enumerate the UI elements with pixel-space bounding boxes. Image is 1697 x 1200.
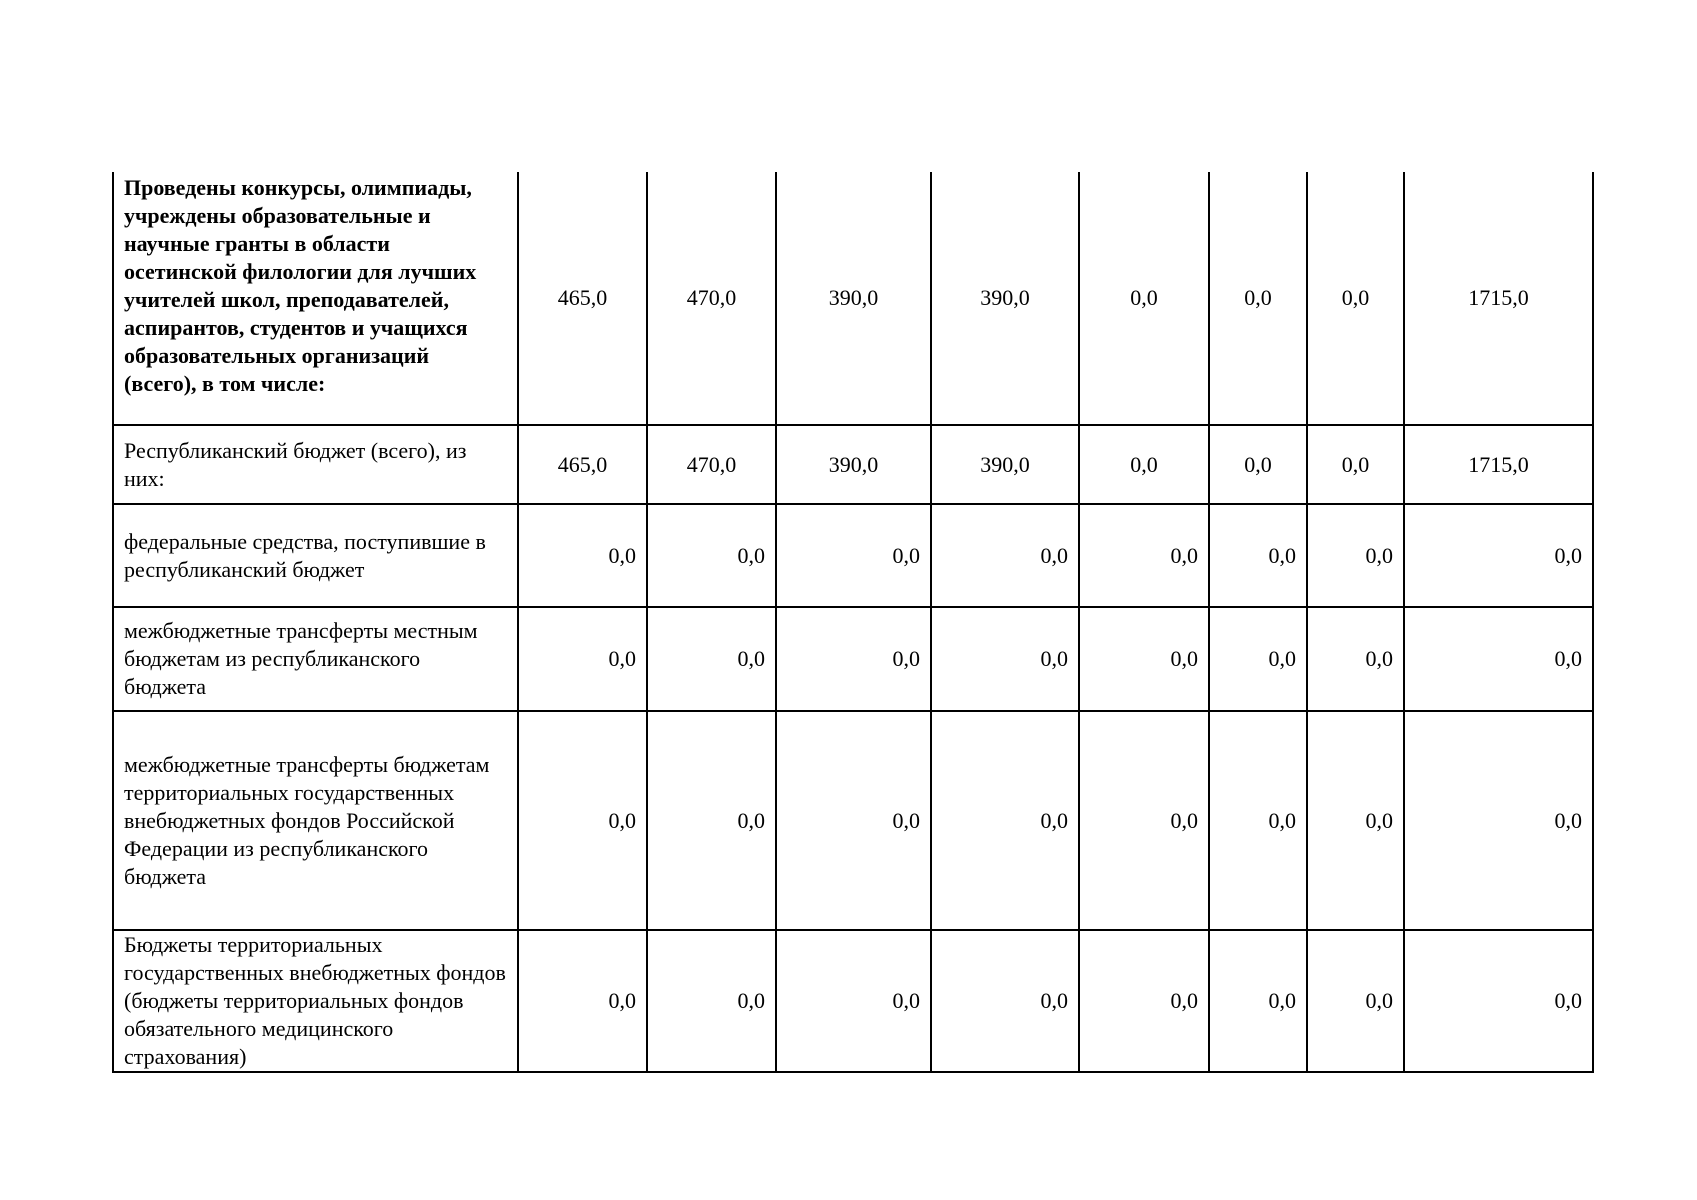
table-row	[113, 607, 1593, 711]
value-cell-2027: 0,0	[1209, 172, 1307, 425]
row-label: Республиканский бюджет (всего), из них:	[113, 425, 518, 504]
row-label: межбюджетные трансферты местным бюджетам из республиканского бюджета	[113, 607, 518, 711]
value-cell-2022: 0,0	[518, 504, 647, 607]
value-cell-2028: 0,0	[1307, 504, 1404, 607]
value-cell-2027: 0,0	[1209, 425, 1307, 504]
table-row	[113, 711, 1593, 930]
value-cell-2025: 390,0	[931, 425, 1079, 504]
value-cell-2025: 0,0	[931, 711, 1079, 930]
value-cell-2025: 0,0	[931, 504, 1079, 607]
table-row	[113, 930, 1593, 1072]
value-cell-2028: 0,0	[1307, 425, 1404, 504]
value-cell-2025: 0,0	[931, 607, 1079, 711]
value-cell-2028: 0,0	[1307, 607, 1404, 711]
value-cell-2022: 465,0	[518, 425, 647, 504]
value-cell-2023: 0,0	[647, 504, 776, 607]
value-cell-2026: 0,0	[1079, 172, 1209, 425]
value-cell-2026: 0,0	[1079, 711, 1209, 930]
value-cell-total: 1715,0	[1404, 172, 1593, 425]
row-label: межбюджетные трансферты бюджетам территориальных государственных внебюджетных фондов Российской Федерации из республиканского бюджета	[113, 711, 518, 930]
value-cell-2023: 470,0	[647, 425, 776, 504]
table-body	[113, 172, 1593, 1072]
row-label: Проведены конкурсы, олимпиады, учреждены образовательные и научные гранты в области осетинской филологии для лучших учителей школ, преподавателей, аспирантов, студентов и учащихся образовательных организаций (всего), в том числе:	[113, 172, 518, 425]
value-cell-2023: 0,0	[647, 711, 776, 930]
value-cell-total: 1715,0	[1404, 425, 1593, 504]
value-cell-2024: 0,0	[776, 607, 931, 711]
value-cell-2027: 0,0	[1209, 930, 1307, 1072]
value-cell-2023: 470,0	[647, 172, 776, 425]
value-cell-2026: 0,0	[1079, 930, 1209, 1072]
value-cell-2027: 0,0	[1209, 607, 1307, 711]
value-cell-2025: 390,0	[931, 172, 1079, 425]
value-cell-total: 0,0	[1404, 930, 1593, 1072]
table-row	[113, 172, 1593, 425]
value-cell-2023: 0,0	[647, 607, 776, 711]
budget-table	[112, 172, 1594, 1073]
value-cell-2024: 0,0	[776, 504, 931, 607]
value-cell-2024: 390,0	[776, 425, 931, 504]
value-cell-2022: 0,0	[518, 607, 647, 711]
value-cell-2028: 0,0	[1307, 711, 1404, 930]
row-label: Бюджеты территориальных государственных внебюджетных фондов (бюджеты территориальных фондов обязательного медицинского страхования)	[113, 930, 518, 1072]
value-cell-2022: 0,0	[518, 711, 647, 930]
value-cell-2024: 390,0	[776, 172, 931, 425]
value-cell-2025: 0,0	[931, 930, 1079, 1072]
row-label: федеральные средства, поступившие в республиканский бюджет	[113, 504, 518, 607]
value-cell-2022: 0,0	[518, 930, 647, 1072]
value-cell-total: 0,0	[1404, 711, 1593, 930]
value-cell-2026: 0,0	[1079, 607, 1209, 711]
value-cell-2027: 0,0	[1209, 711, 1307, 930]
value-cell-2024: 0,0	[776, 711, 931, 930]
value-cell-2028: 0,0	[1307, 930, 1404, 1072]
value-cell-2028: 0,0	[1307, 172, 1404, 425]
value-cell-2024: 0,0	[776, 930, 931, 1072]
value-cell-total: 0,0	[1404, 607, 1593, 711]
table-row	[113, 425, 1593, 504]
value-cell-2026: 0,0	[1079, 425, 1209, 504]
value-cell-2022: 465,0	[518, 172, 647, 425]
value-cell-total: 0,0	[1404, 504, 1593, 607]
table-row	[113, 504, 1593, 607]
value-cell-2026: 0,0	[1079, 504, 1209, 607]
value-cell-2023: 0,0	[647, 930, 776, 1072]
value-cell-2027: 0,0	[1209, 504, 1307, 607]
